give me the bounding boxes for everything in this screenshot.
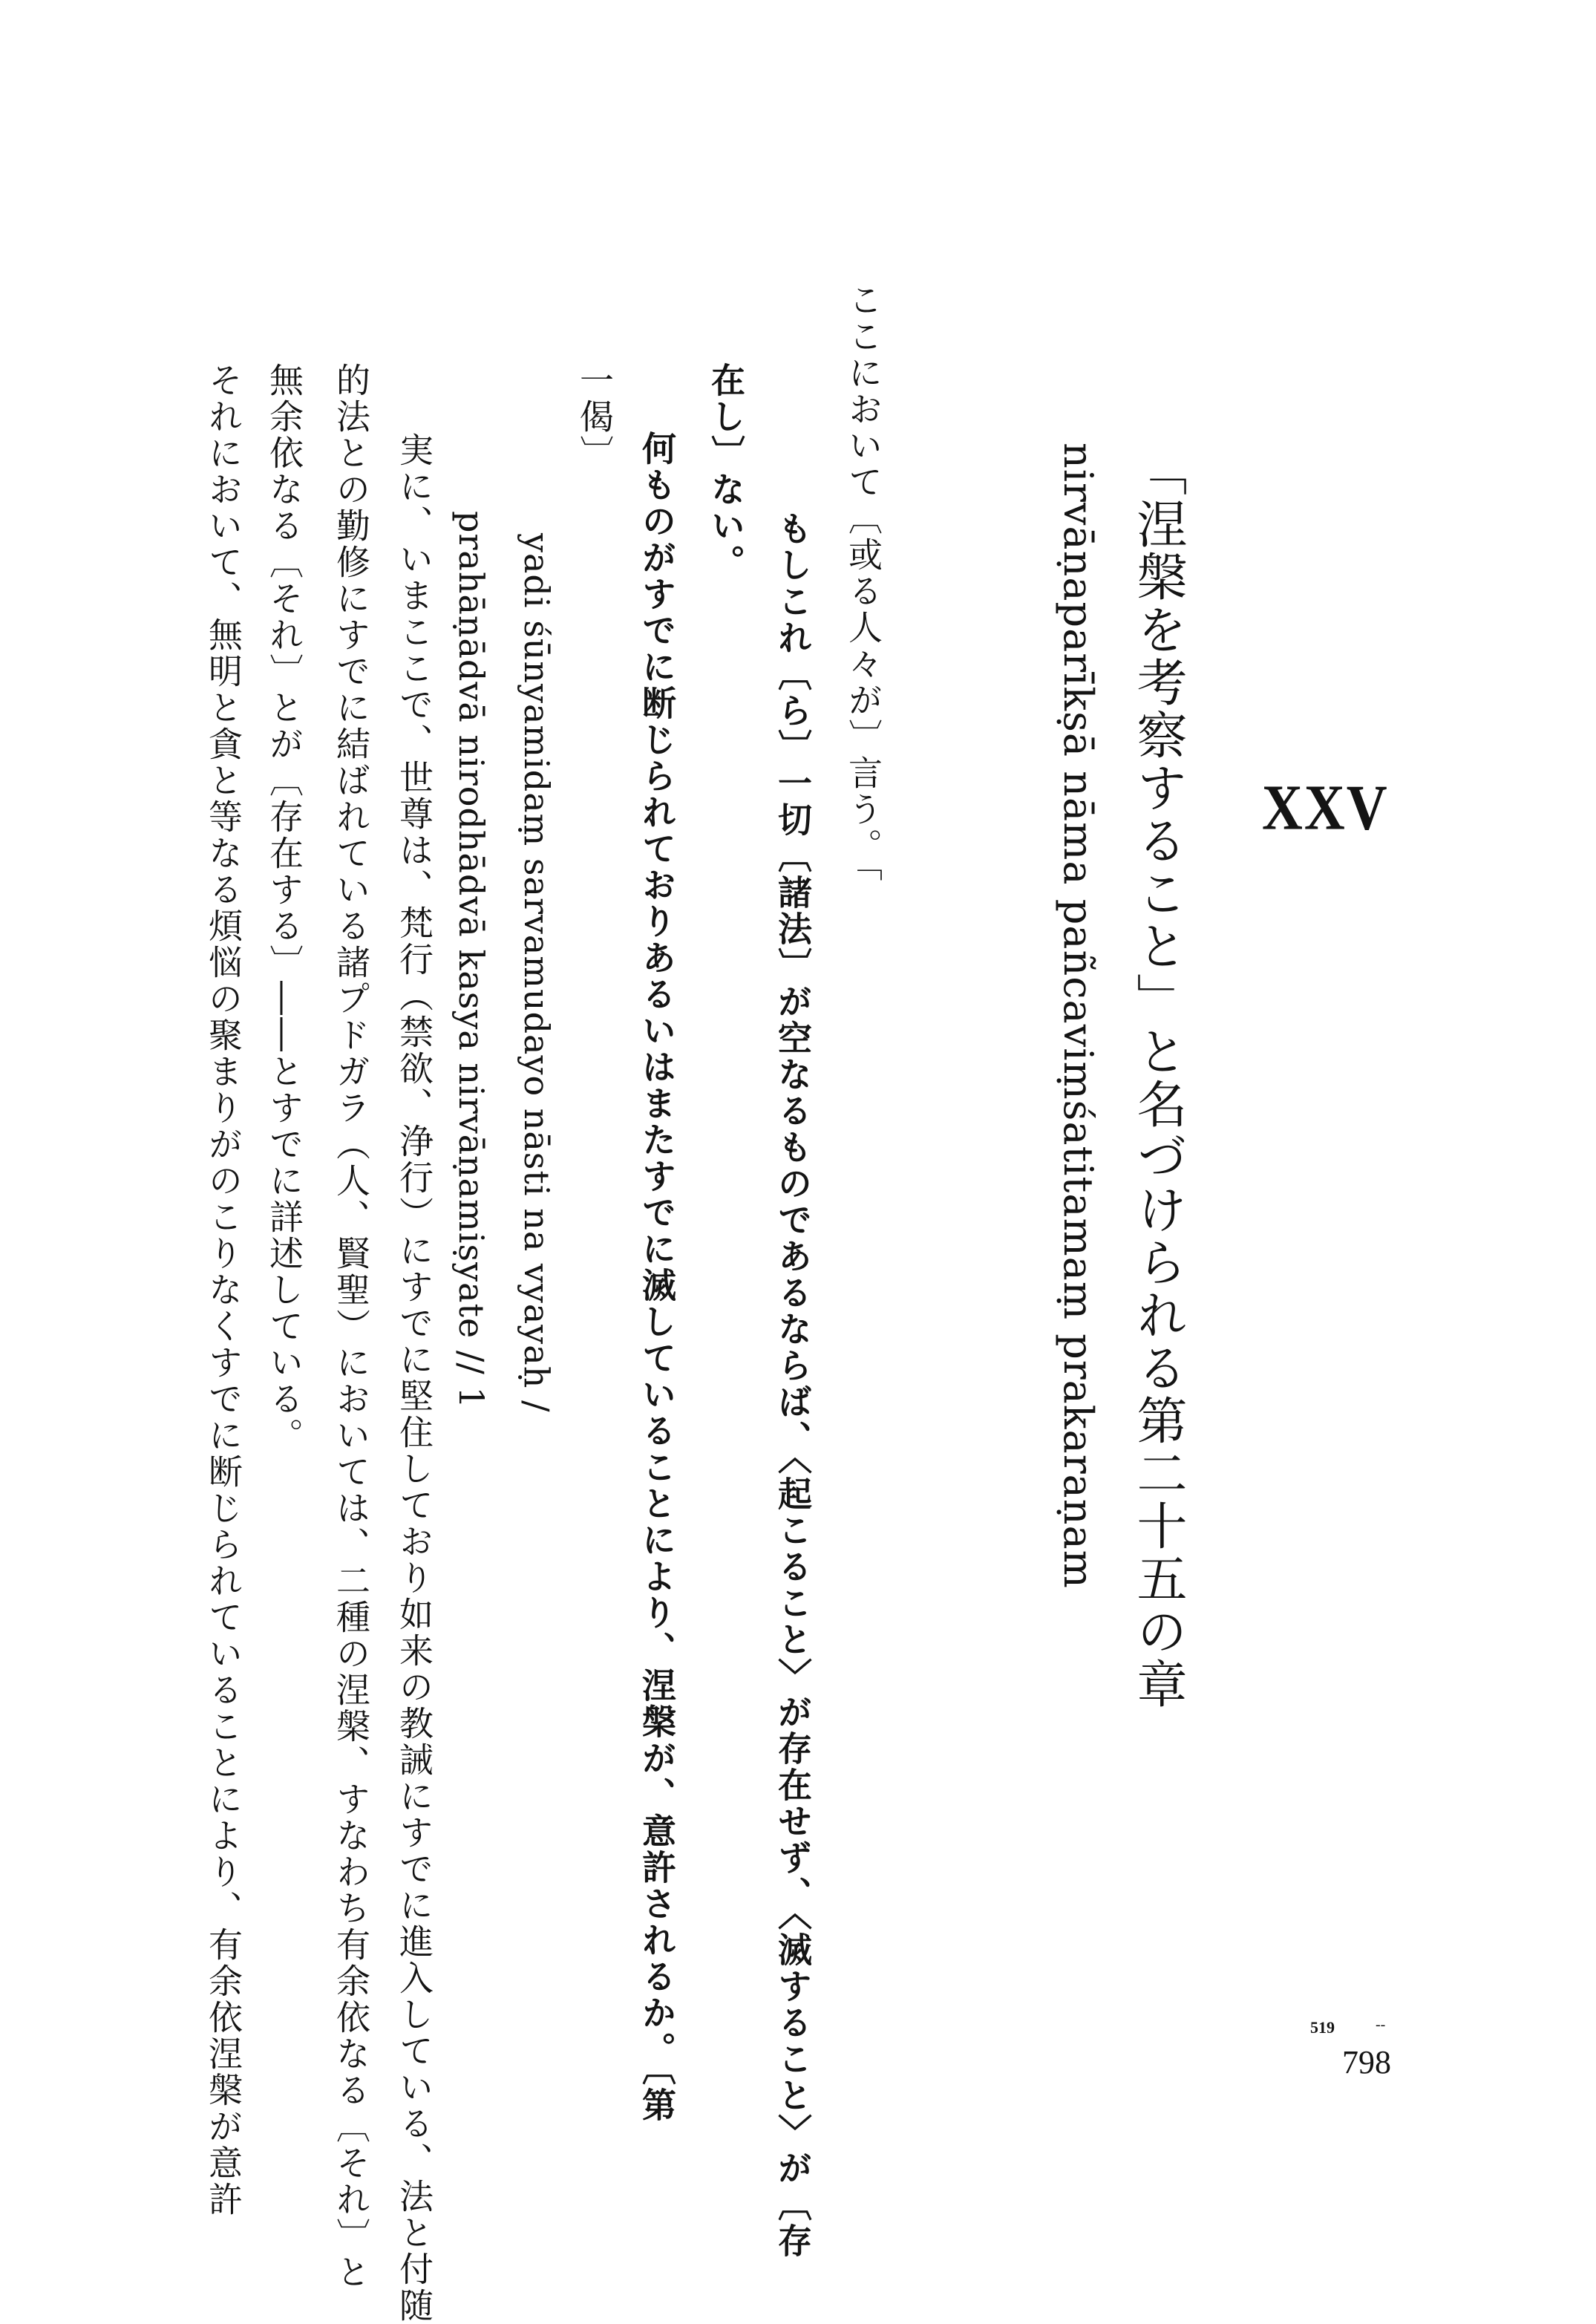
chapter-number: XXV [1262,771,1389,844]
chapter-title-japanese: 「涅槃を考察すること」と名づけられる第二十五の章 [1128,445,1187,1711]
chapter-title-sanskrit: nirvāṇaparīkṣā nāma pañcaviṃśatitamaṃ prakaraṇam [1055,443,1102,1589]
sanskrit-verse-line-2: prahāṇādvā nirodhādvā kasya nirvāṇamiṣyate // 1 [451,511,491,1409]
commentary-line-4: それにおいて、無明と貪と等なる煩悩の聚まりがのこりなくすでに断じられていることにより、有余依涅槃が意許 [203,362,243,2218]
page-number: 798 [1342,2044,1391,2080]
commentary-line-3: 無余依なる〔それ〕とが〔存在する〕――とすでに詳述している。 [264,362,304,1454]
intro-line: ここにおいて〔或る人々が〕言う。「 [843,282,883,884]
commentary-line-1: 実に、いまここで、世尊は、梵行（禁欲、浄行）にすでに堅住しており如来の教誡にすでに進入している、法と付随 [394,432,434,2324]
verse-prose-line-1: もしこれ〔ら〕一切〔諸法〕が空なるものであるならば、〈起こること〉が存在せず、〈滅すること〉が〔存 [773,511,813,2259]
verse-question-line-1: 何ものがすでに断じられておりあるいはまたすでに滅していることにより、涅槃が、意許されるか。〔第 [637,431,677,2124]
original-page-number: 519 [1310,2018,1335,2037]
commentary-line-2: 的法との勤修にすでに結ばれている諸プドガラ（人、賢聖）においては、二種の涅槃、すなわち有余依なる〔それ〕と [331,362,371,2291]
sanskrit-verse-line-1: yadi śūnyamidaṃ sarvamudayo nāsti na vyayaḥ / [517,533,557,1413]
page-mark: ‐‐ [1376,2017,1386,2033]
verse-prose-line-2: 在し〕ない。 [706,362,746,581]
verse-question-line-2: 一偈〕 [575,362,615,471]
